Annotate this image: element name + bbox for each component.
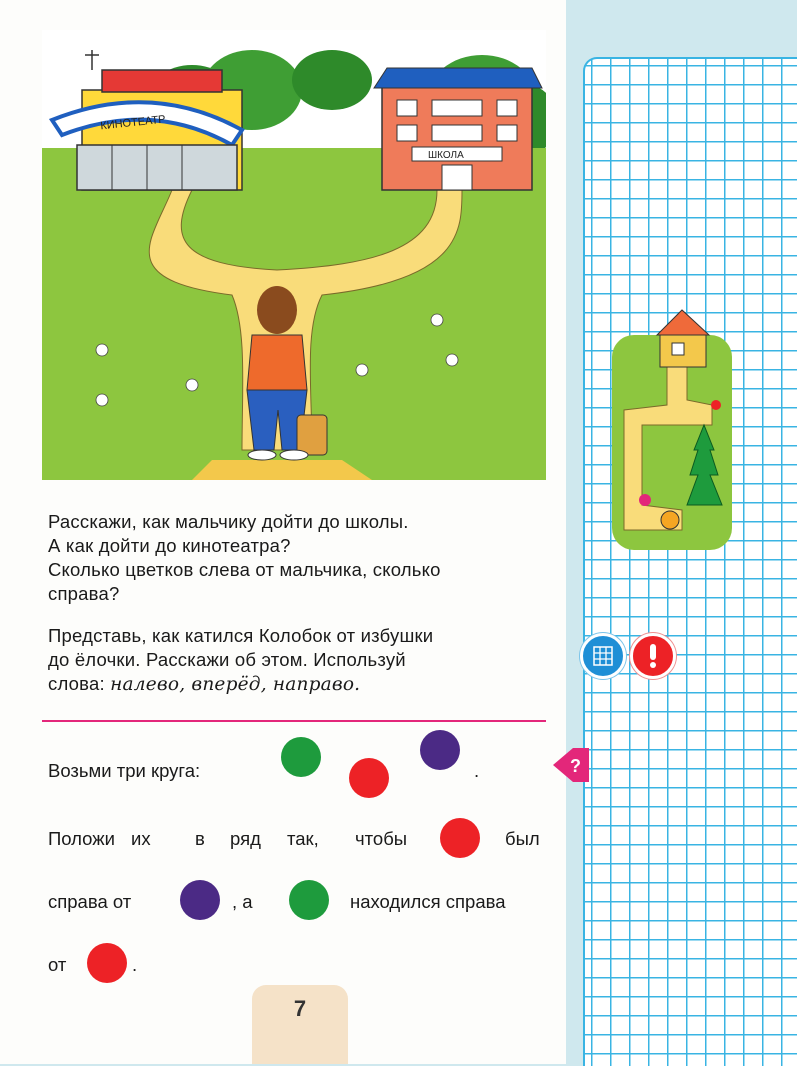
place-word: их xyxy=(131,828,151,849)
final-period: . xyxy=(132,954,138,975)
question-line: Расскажи, как мальчику дойти до школы. xyxy=(48,511,409,532)
green-circle xyxy=(281,737,321,777)
question-line: справа? xyxy=(48,583,120,604)
purple-circle xyxy=(420,730,460,770)
exclamation-icon[interactable] xyxy=(630,633,676,679)
comma-and: , а xyxy=(232,891,253,912)
place-word: в xyxy=(195,828,205,849)
svg-text:?: ? xyxy=(570,756,581,776)
take-period: . xyxy=(474,760,480,781)
task-line: до ёлочки. Расскажи об этом. Используй xyxy=(48,649,406,670)
cinema-sign: КИНОТЕАТР xyxy=(99,113,167,133)
place-word: был xyxy=(505,828,540,849)
question-line: А как дойти до кинотеатра? xyxy=(48,535,291,556)
located-right-label: находился справа xyxy=(350,891,506,912)
exclamation-glyph xyxy=(646,643,660,669)
boy-crossroads-illustration xyxy=(42,30,546,480)
task-line: Представь, как катился Колобок от избушки xyxy=(48,625,434,646)
grid-paper xyxy=(583,57,797,1066)
right-of-label: справа от xyxy=(48,891,132,912)
place-word: чтобы xyxy=(355,828,408,849)
questions-block xyxy=(48,510,441,606)
school-building xyxy=(374,68,542,190)
question-icon[interactable] xyxy=(553,748,589,782)
place-word: Положи xyxy=(48,828,115,849)
task-line xyxy=(48,672,433,697)
red-circle xyxy=(440,818,480,858)
green-circle xyxy=(289,880,329,920)
red-circle xyxy=(87,943,127,983)
task-block xyxy=(48,624,433,697)
grid-icon[interactable] xyxy=(580,633,626,679)
purple-circle xyxy=(180,880,220,920)
school-sign: ШКОЛА xyxy=(428,150,464,161)
kolobok-path-illustration xyxy=(612,305,742,550)
place-word: так, xyxy=(287,828,319,849)
section-divider xyxy=(42,720,546,722)
red-circle xyxy=(349,758,389,798)
grid-glyph xyxy=(592,645,614,667)
task-line-prefix: слова: xyxy=(48,673,111,694)
question-line: Сколько цветков слева от мальчика, сколько xyxy=(48,559,441,580)
of-label: от xyxy=(48,954,67,975)
place-word: ряд xyxy=(230,828,261,849)
direction-words: налево, вперёд, направо. xyxy=(110,674,361,695)
take-circles-label: Возьми три круга: xyxy=(48,760,201,781)
page-number: 7 xyxy=(293,996,307,1021)
